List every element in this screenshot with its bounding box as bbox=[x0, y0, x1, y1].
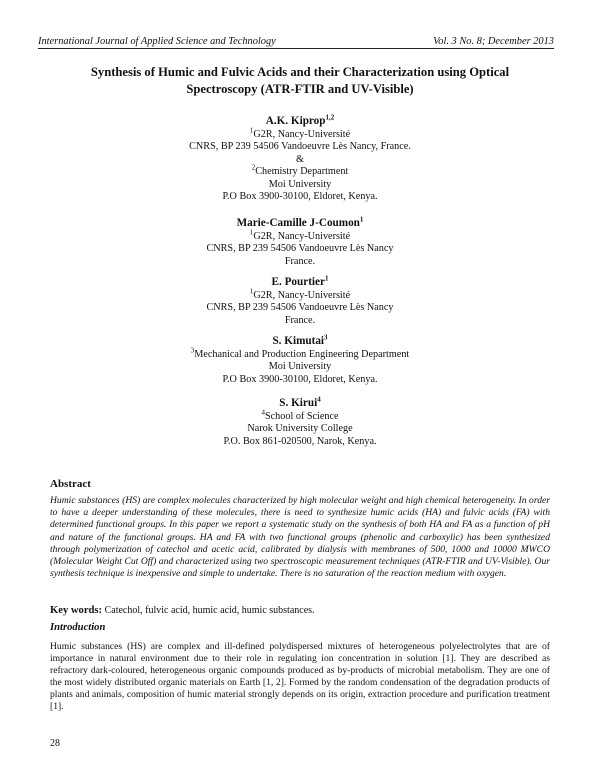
affiliation-line: & bbox=[296, 153, 304, 165]
author-block bbox=[100, 114, 500, 203]
paper-title bbox=[60, 64, 540, 98]
abstract-heading: Abstract bbox=[50, 478, 91, 490]
keywords-text: Catechol, fulvic acid, humic acid, humic substances. bbox=[104, 605, 315, 616]
affiliation-line: CNRS, BP 239 54506 Vandoeuvre Lès Nancy bbox=[206, 302, 394, 314]
affiliation-line: $^1$G2R, Nancy-Université bbox=[249, 287, 351, 301]
author-name: E. Pourtier$^1$ bbox=[271, 274, 329, 288]
affiliation-line: $^1$G2R, Nancy-Université bbox=[249, 228, 351, 242]
author-block bbox=[100, 396, 500, 448]
author-name: Marie-Camille J-Coumon$^1$ bbox=[236, 215, 364, 229]
affiliation-line: France. bbox=[284, 314, 316, 326]
affiliation-line: $^1$G2R, Nancy-Université bbox=[249, 126, 351, 140]
introduction-heading: Introduction bbox=[50, 622, 106, 633]
affiliation-line: $^4$School of Science bbox=[261, 408, 339, 422]
author-name: S. Kirui$^4$ bbox=[279, 395, 321, 409]
keywords-label: Key words: bbox=[50, 605, 103, 616]
running-header bbox=[38, 36, 554, 49]
page-number: 28 bbox=[50, 738, 60, 749]
affiliation-line: CNRS, BP 239 54506 Vandoeuvre Lès Nancy bbox=[206, 243, 394, 255]
affiliation-line: $^3$Mechanical and Production Engineering Department bbox=[190, 346, 410, 360]
affiliation-line: P.O Box 3900-30100, Eldoret, Kenya. bbox=[222, 373, 378, 385]
title-line: Spectroscopy (ATR-FTIR and UV-Visible) bbox=[186, 82, 414, 96]
issue-info: Vol. 3 No. 8; December 2013 bbox=[433, 36, 554, 47]
author-block bbox=[100, 334, 500, 386]
affiliation-line: France. bbox=[284, 255, 316, 267]
introduction-text: Humic substances (HS) are complex and ill-defined polydispersed mixtures of heterogeneous polyelectrolytes that are of importance in natural environment due to their role in regulating ion concentration in solution [1]. They are described as refractory dark-coloured, heterogeneous organic compounds produced as by-products of microbial metabolism. They are one of the most widely distributed organic materials on Earth [1, 2]. Formed by the random condensation of the degradation products of plants and animals, composition of humic material strongly depends on its origin, extraction procedure and purification treatment [1]. bbox=[50, 641, 550, 712]
keywords bbox=[50, 605, 550, 616]
title-line: Synthesis of Humic and Fulvic Acids and their Characterization using Optical bbox=[90, 65, 510, 79]
affiliation-line: P.O Box 3900-30100, Eldoret, Kenya. bbox=[222, 191, 378, 203]
affiliation-line: $^2$Chemistry Department bbox=[251, 163, 349, 178]
author-name: A.K. Kiprop$^{1,2}$ bbox=[265, 113, 335, 127]
affiliation-line: P.O. Box 861-020500, Narok, Kenya. bbox=[223, 435, 377, 447]
affiliation-line: CNRS, BP 239 54506 Vandoeuvre Lès Nancy, France. bbox=[189, 141, 411, 153]
abstract-text: Humic substances (HS) are complex molecules characterized by high molecular weight and high chemical heterogeneity. In order to have a deeper understanding of these molecules, there is need to synthesize humic acids (HA) and fulvic acids (FA) with determined functional groups. In this paper we report a systematic study on the synthesis of both HA and FA as a function of pH and nature of the functional groups. HA and FA with two functional groups (phenolic and carboxylic) has been synthesized through polymerization of catechol and acetic acid, calibrated by dialysis with membranes of 500, 1000 and 10000 MWCO (Molecular Weight Cut Off) and characterized using two spectroscopic measurement techniques (ATR-FTIR and UV-Visible). Our synthesis technique is inexpensive and simple to undertake. There is no saturation of the reaction medium with oxygen. bbox=[50, 495, 550, 580]
journal-name: International Journal of Applied Science and Technology bbox=[38, 36, 276, 47]
author-block bbox=[100, 275, 500, 327]
author-name: S. Kimutai$^3$ bbox=[272, 333, 328, 347]
author-block bbox=[100, 216, 500, 268]
affiliation-line: Moi University bbox=[268, 361, 332, 373]
affiliation-line: Narok University College bbox=[247, 423, 353, 435]
affiliation-line: Moi University bbox=[268, 178, 332, 190]
